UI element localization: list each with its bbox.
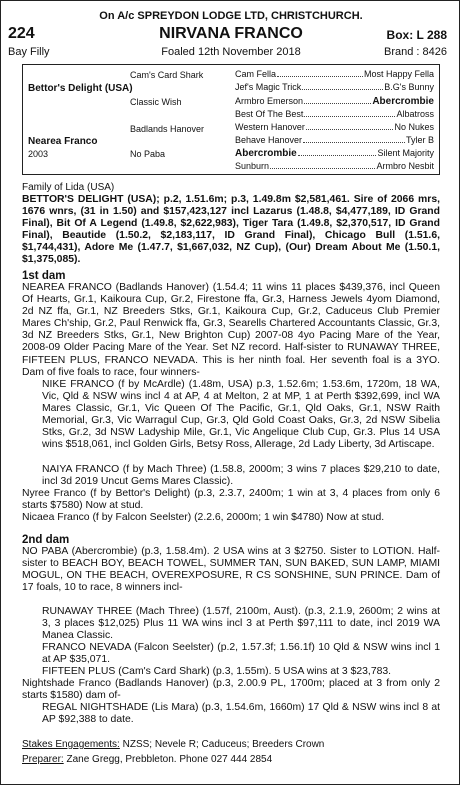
gen3-name: Armbro Emerson bbox=[235, 96, 304, 106]
first-dam-heading: 1st dam bbox=[22, 270, 66, 282]
gen3-name: Cam Fella bbox=[235, 69, 277, 79]
horse-name: NIRVANA FRANCO bbox=[159, 25, 303, 42]
second-dam-progeny: REGAL NIGHTSHADE (Lis Mara) (p.3, 1.54.6m, 1660m) 17 Qld & NSW wins incl 8 at AP $92,388 to date. bbox=[42, 702, 440, 726]
first-dam-progeny: Nyree Franco (f by Bettor's Delight) (p.3, 2.3.7, 2400m; 1 win at 3, 4 places from only 6 starts $7580) Now at stud. bbox=[22, 488, 440, 512]
preparer-value: Zane Gregg, Prebbleton. Phone 027 444 2854 bbox=[66, 754, 273, 765]
pedigree-gen3-row bbox=[235, 148, 434, 159]
lot-number: 224 bbox=[8, 25, 35, 42]
pedigree-gen3-row bbox=[235, 69, 434, 80]
gen3-sire: Most Happy Fella bbox=[363, 69, 434, 79]
pedigree-gen3-row bbox=[235, 96, 434, 107]
gen3-sire: Abercrombie bbox=[372, 96, 434, 107]
second-dam-progeny: FRANCO NEVADA (Falcon Seelster) (p.2, 1.57.3f; 1.56.1f) 10 Qld & NSW wins incl 1 at AP $35,071. bbox=[42, 642, 440, 666]
pedigree-dam-year: 2003 bbox=[28, 149, 49, 159]
pedigree-gen3-row bbox=[235, 161, 434, 172]
second-dam-progeny: RUNAWAY THREE (Mach Three) (1.57f, 2100m, Aust). (p.3, 2.1.9, 2600m; 2 wins at 3, 3 places $12,025) Plus 11 WA wins incl 3 at Perth $97,111 to date, incl 2019 WA Manea Classic. bbox=[42, 606, 440, 642]
gen3-name: Jef's Magic Trick bbox=[235, 82, 302, 92]
gen3-sire: Tyler B bbox=[405, 135, 434, 145]
gen3-name: Western Hanover bbox=[235, 122, 305, 132]
box-number: Box: L 288 bbox=[386, 28, 447, 42]
family-line: Family of Lida (USA) bbox=[22, 182, 115, 193]
pedigree-sire-dam: Classic Wish bbox=[130, 97, 182, 107]
stakes-label: Stakes Engagements: bbox=[22, 739, 120, 750]
first-dam-progeny: Nicaea Franco (f by Falcon Seelster) (2.2.6, 2000m; 1 win $4780) Now at stud. bbox=[22, 512, 385, 523]
preparer-label: Preparer: bbox=[22, 754, 64, 765]
pedigree-dam: Nearea Franco bbox=[28, 136, 98, 147]
gen3-sire: Silent Majority bbox=[377, 148, 434, 158]
pedigree-gen3-row bbox=[235, 109, 434, 120]
horse-sex: Bay Filly bbox=[8, 46, 50, 58]
second-dam-heading: 2nd dam bbox=[22, 534, 70, 546]
gen3-name: Behave Hanover bbox=[235, 135, 303, 145]
gen3-sire: Albatross bbox=[396, 109, 434, 119]
first-dam-paragraph: NEAREA FRANCO (Badlands Hanover) (1.54.4; 11 wins 11 places $439,376, incl Queen Of Hearts, Gr.1, Kaikoura Cup, Gr.2, Firestone ffa, Gr.3, Harness Jewels 4yom Diamond, 2d NZ ffa, Gr.1, NZ Breeders Stks, Gr.1, Kaikoura Cup, Gr.2, Caduceus Club Premier Mares Ch'ship, Gr.2, Paul Renwick ffa, Gr.3, Searells Chartered Accountants Classic, Gr.3, 3d NZ Breeders Stks, Gr.1, New Brighton Cup) 2007-08 4yo Pacing Mare of the Year, 2008-09 Older Pacing Mare of the Year. Set NZ record. Half-sister to RUNAWAY THREE, FIFTEEN PLUS, FRANCO NEVADA. This is her ninth foal. Her seventh foal is a 3YO. Dam of five foals to race, four winners- bbox=[22, 282, 440, 378]
first-dam-progeny: NAIYA FRANCO (f by Mach Three) (1.58.8, 2000m; 3 wins 7 places $29,210 to date, incl 3d 2019 Uncut Gems Mares Classic). bbox=[42, 464, 440, 488]
pedigree-sire-sire: Cam's Card Shark bbox=[130, 70, 204, 80]
sire-record: BETTOR'S DELIGHT (USA); p.2, 1.51.6m; p.3, 1.49.8m $2,581,461. Sire of 2066 mrs, 1676 wnrs, (31 in 1.50) and $157,423,127 incl Lazarus (1.48.8, $4,477,189, ID Grand Final), Bit Of A Legend (1.49.8, $2,622,983), Tiger Tara (1.49.8, $2,370,517, ID Grand Final), Beautide (1.50.2, $2,183,117, ID Grand Final), Chicago Bull (1.51.6, $1,744,431), Adore Me (1.47.7, $1,667,032, NZ Cup), (Our) Dream About Me (1.50.1, $1,375,085). bbox=[22, 194, 440, 266]
second-dam-progeny: FIFTEEN PLUS (Cam's Card Shark) (p.3, 1.55m). 5 USA wins at 3 $23,783. bbox=[42, 666, 392, 677]
gen3-sire: B.G's Bunny bbox=[384, 82, 434, 92]
gen3-sire: No Nukes bbox=[394, 122, 434, 132]
pedigree-dam-sire: Badlands Hanover bbox=[130, 124, 205, 134]
stakes-engagements bbox=[22, 739, 324, 750]
pedigree-gen3-row bbox=[235, 135, 434, 146]
gen3-sire: Armbro Nesbit bbox=[376, 161, 434, 171]
gen3-name: Abercrombie bbox=[235, 148, 297, 159]
preparer-line bbox=[22, 754, 272, 765]
pedigree-gen3-row bbox=[235, 122, 434, 133]
vendor-line: On A/c SPREYDON LODGE LTD, CHRISTCHURCH. bbox=[99, 10, 363, 22]
pedigree-sire: Bettor's Delight (USA) bbox=[28, 83, 133, 94]
second-dam-paragraph: NO PABA (Abercrombie) (p.3, 1.58.4m). 2 USA wins at 3 $2750. Sister to LOTION. Half-sister to BEACH BOY, BEACH TOWEL, SUMMER TAN, SUN BAKED, SUN LAMP, MIAMI MOGUL, ON THE BEACH, OVEREXPOSURE, R CS SONSHINE, SUN PRINCE. Dam of 17 foals, 10 to race, 8 winners incl- bbox=[22, 546, 440, 594]
first-dam-progeny: NIKE FRANCO (f by McArdle) (1.48m, USA) p.3, 1.52.6m; 1.53.6m, 1720m, 18 WA, Vic, Qld & NSW wins incl 4 at AP, 4 at Melton, 2 at MP, 1 at Perth $392,699, incl WA Mares Classic, Gr.1, Vic Queen Of The Pacific, Gr.1, Qld Oaks, Gr.1, NSW Raith Memorial, Gr.3, Vic Warragul Cup, Gr.3, Qld Gold Coast Oaks, Gr.3, 2d NSW Sibelia Stks, Gr.2, 3d NSW Ladyship Mile, Gr.1, Vic Angelique Club Cup, Gr.3. Plus 14 USA wins $518,061, incl Golden Girls, Betsy Ross, Allerage, 2d Lady Liberty, 3d Artiscape. bbox=[42, 379, 440, 451]
pedigree-gen3-row bbox=[235, 82, 434, 93]
pedigree-table bbox=[22, 64, 440, 175]
pedigree-dam-dam: No Paba bbox=[130, 149, 166, 159]
gen3-name: Sunburn bbox=[235, 161, 270, 171]
foaled-date: Foaled 12th November 2018 bbox=[161, 46, 301, 58]
gen3-name: Best Of The Best bbox=[235, 109, 304, 119]
stakes-value: NZSS; Nevele R; Caduceus; Breeders Crown bbox=[122, 739, 325, 750]
brand-number: Brand : 8426 bbox=[384, 46, 447, 58]
second-dam-progeny: Nightshade Franco (Badlands Hanover) (p.3, 2.00.9 PL, 1700m; placed at 3 from only 2 starts $1580) dam of- bbox=[22, 678, 440, 702]
